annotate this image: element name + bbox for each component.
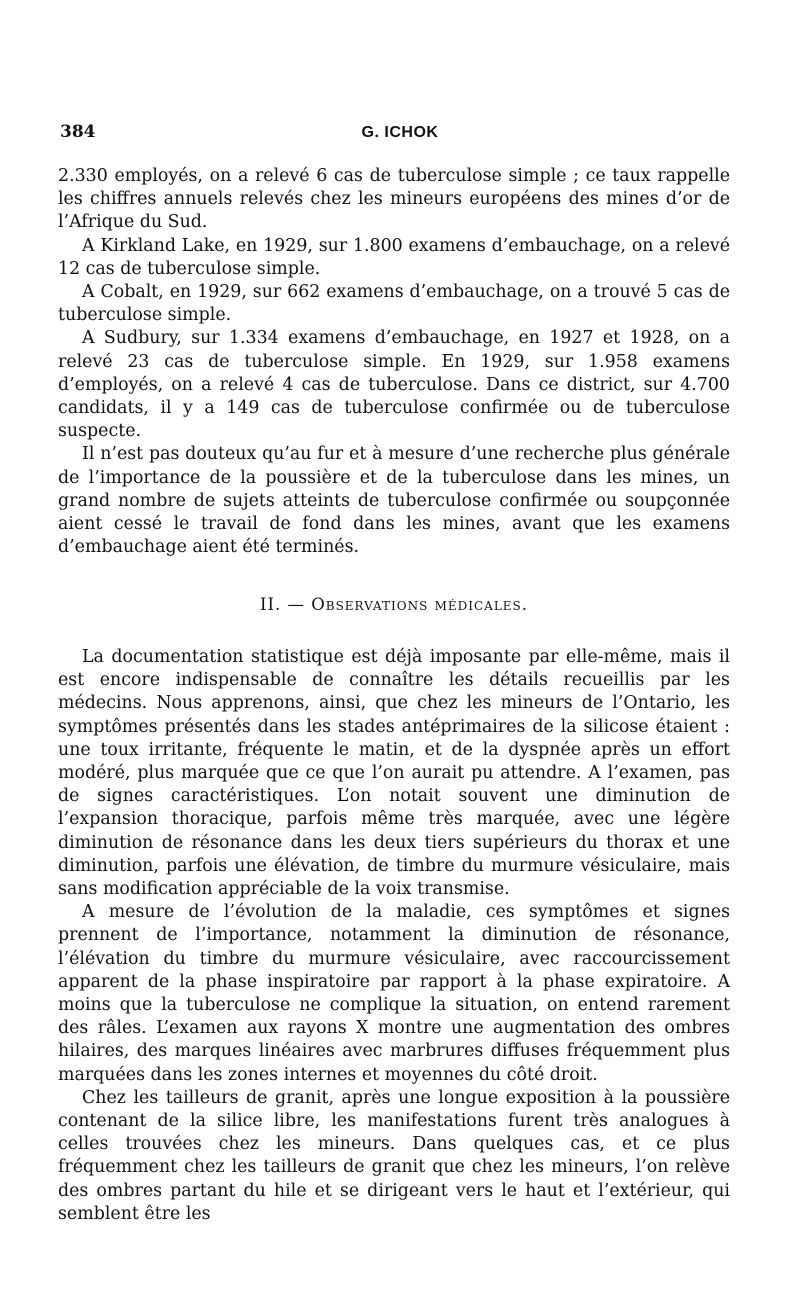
paragraph: Il n’est pas douteux qu’au fur et à mesure d’une recherche plus générale de l’importance de la poussière et de la tuberculose dans les mines, un grand nombre de sujets atteints de tuberculose confirmée ou soupçonnée aient cessé le travail de fond dans les mines, avant que les examens d’embauchage aient été terminés. <box>58 444 730 558</box>
paragraph: A Sudbury, sur 1.334 examens d’embauchage, en 1927 et 1928, on a relevé 23 cas de tuberculose simple. En 1929, sur 1.958 examens d’employés, on a relevé 4 cas de tuberculose. Dans ce district, sur 4.700 candidats, il y a 149 cas de tuberculose confirmée ou de tuberculose suspecte. <box>58 328 730 442</box>
text-block-bottom <box>58 646 730 1226</box>
paragraph: A mesure de l’évolution de la maladie, ces symptômes et signes prennent de l’importance, notamment la diminution de résonance, l’élévation du timbre du murmure vésiculaire, avec raccourcissement apparent de la phase inspiratoire par rapport à la phase expiratoire. A moins que la tuberculose ne complique la situation, on entend rarement des râles. L’examen aux rayons X montre une augmentation des ombres hilaires, des marques linéaires avec marbrures diffuses fréquemment plus marquées dans les zones internes et moyennes du côté droit. <box>58 902 730 1085</box>
running-title: G. ICHOK <box>361 124 439 141</box>
text-block-top <box>58 165 730 559</box>
paragraph: A Cobalt, en 1929, sur 662 examens d’embauchage, on a trouvé 5 cas de tuberculose simple. <box>58 282 730 326</box>
paragraph: Chez les tailleurs de granit, après une longue exposition à la poussière contenant de la silice libre, les manifestations furent très analogues à celles trouvées chez les mineurs. Dans quelques cas, et ce plus fréquemment chez les tailleurs de granit que chez les mineurs, l’on relève des ombres partant du hile et se dirigeant vers le haut et l’extérieur, qui semblent être les <box>58 1087 730 1224</box>
paragraph: La documentation statistique est déjà imposante par elle-même, mais il est encore indispensable de connaître les détails recueillis par les médecins. Nous apprenons, ainsi, que chez les mineurs de l’Ontario, les symptômes présentés dans les stades antéprimaires de la silicose étaient : une toux irritante, fréquente le matin, et de la dyspnée après un effort modéré, plus marquée que ce que l’on aurait pu attendre. A l’examen, pas de signes caractéristiques. L’on notait souvent une diminution de l’expansion thoracique, parfois même très marquée, avec une légère diminution de résonance dans les deux tiers supérieurs du thorax et une diminution, parfois une élévation, de timbre du murmure vésiculaire, mais sans modification appréciable de la voix transmise. <box>58 647 730 900</box>
paragraph: A Kirkland Lake, en 1929, sur 1.800 examens d’embauchage, on a relevé 12 cas de tuberculose simple. <box>58 235 730 279</box>
section-title: Observations médicales. <box>311 595 529 614</box>
section-number: II. — <box>259 595 305 614</box>
running-head <box>60 122 740 148</box>
paragraph: 2.330 employés, on a relevé 6 cas de tuberculose simple ; ce taux rappelle les chiffres annuels relevés chez les mineurs européens des mines d’or de l’Afrique du Sud. <box>58 166 730 233</box>
section-heading <box>58 595 730 614</box>
page-number: 384 <box>60 122 96 142</box>
